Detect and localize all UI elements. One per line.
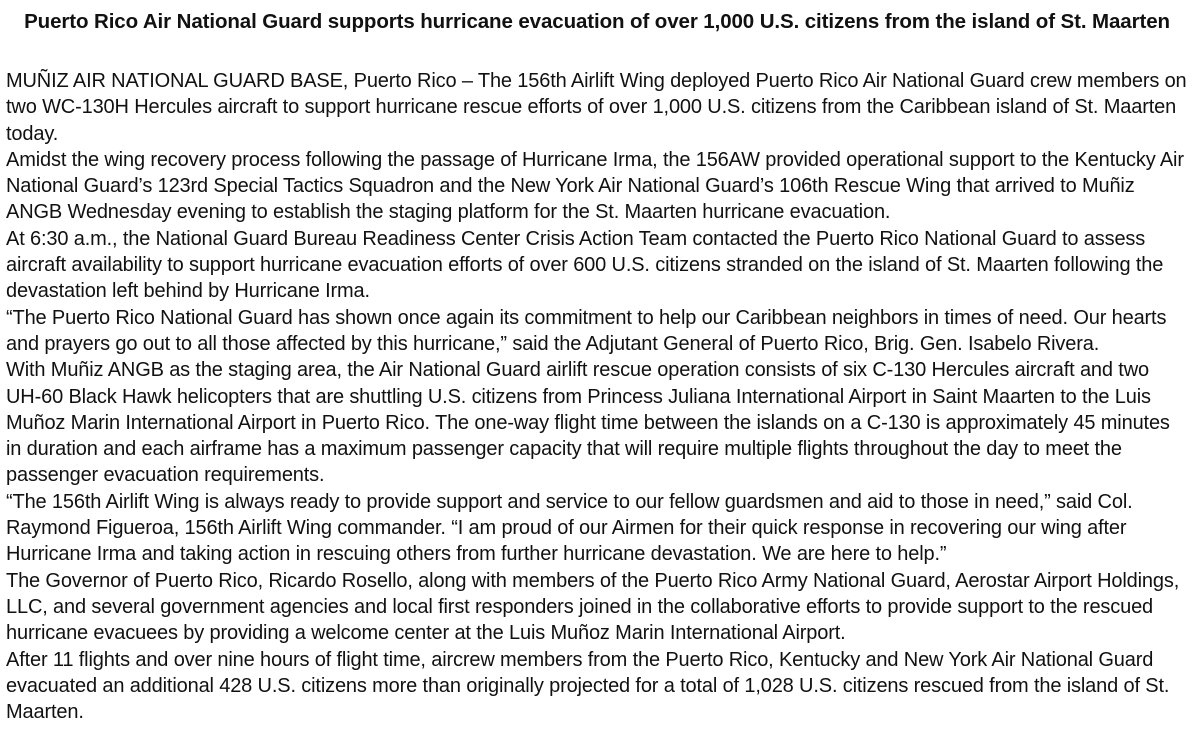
paragraph-evacuation-totals: After 11 flights and over nine hours of flight time, aircrew members from the Puerto Rico, Kentucky and New York Air National Guard evacuated an additional 428 U.S. citizens more than originally projected for a total of 1,028 U.S. citizens rescued from the island of St. Maarten. (6, 648, 1170, 724)
article-body (6, 68, 1188, 725)
paragraph-airlift-operation: With Muñiz ANGB as the staging area, the Air National Guard airlift rescue operation consists of six C-130 Hercules aircraft and two UH-60 Black Hawk helicopters that are shuttling U.S. citizens from Princess Juliana International Airport in Saint Maarten to the Luis Muñoz Marin International Airport in Puerto Rico. The one-way flight time between the islands on a C-130 is approximately 45 minutes in duration and each airframe has a maximum passenger capacity that will require multiple flights throughout the day to meet the passenger evacuation requirements. (6, 359, 1170, 487)
paragraph-governor-support: The Governor of Puerto Rico, Ricardo Rosello, along with members of the Puerto Rico Army National Guard, Aerostar Airport Holdings, LLC, and several government agencies and local first responders joined in the collaborative efforts to provide support to the rescued hurricane evacuees by providing a welcome center at the Luis Muñoz Marin International Airport. (6, 569, 1180, 645)
paragraph-wing-recovery: Amidst the wing recovery process following the passage of Hurricane Irma, the 156AW provided operational support to the Kentucky Air National Guard’s 123rd Special Tactics Squadron and the New York Air National Guard’s 106th Rescue Wing that arrived to Muñiz ANGB Wednesday evening to establish the staging platform for the St. Maarten hurricane evacuation. (6, 148, 1184, 224)
paragraph-dateline-intro: MUÑIZ AIR NATIONAL GUARD BASE, Puerto Rico – The 156th Airlift Wing deployed Puerto Rico Air National Guard crew members on two WC-130H Hercules aircraft to support hurricane rescue efforts of over 1,000 U.S. citizens from the Caribbean island of St. Maarten today. (6, 70, 1187, 145)
paragraph-crisis-action-team: At 6:30 a.m., the National Guard Bureau Readiness Center Crisis Action Team contacted the Puerto Rico National Guard to assess aircraft availability to support hurricane evacuation efforts of over 600 U.S. citizens stranded on the island of St. Maarten following the devastation left behind by Hurricane Irma. (6, 227, 1164, 303)
page-title: Puerto Rico Air National Guard supports hurricane evacuation of over 1,000 U.S. citizens from the island of St. Maarten (24, 10, 1170, 33)
paragraph-adjutant-general-quote: “The Puerto Rico National Guard has shown once again its commitment to help our Caribbean neighbors in times of need. Our hearts and prayers go out to all those affected by this hurricane,” said the Adjutant General of Puerto Rico, Brig. Gen. Isabelo Rivera. (6, 306, 1167, 355)
paragraph-commander-quote: “The 156th Airlift Wing is always ready to provide support and service to our fellow guardsmen and aid to those in need,” said Col. Raymond Figueroa, 156th Airlift Wing commander. “I am proud of our Airmen for their quick response in recovering our wing after Hurricane Irma and taking action in rescuing others from further hurricane devastation. We are here to help.” (6, 490, 1133, 566)
